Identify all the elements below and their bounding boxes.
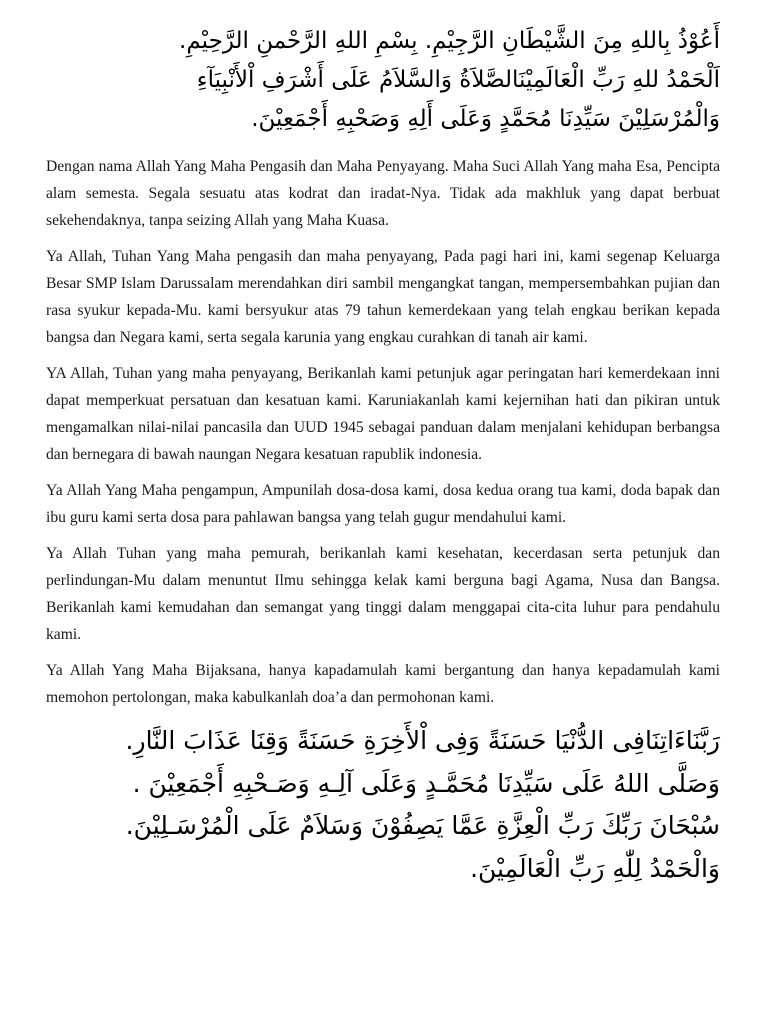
prayer-paragraph: Dengan nama Allah Yang Maha Pengasih dan Maha Penyayang. Maha Suci Allah Yang maha Esa, Pencipta alam semesta. Segala sesuatu atas kodrat dan iradat-Nya. Tidak ada makhluk yang dapat berbuat sekehendaknya, tanpa seizing Allah yang Maha Kuasa. — [46, 158, 720, 229]
closing-arabic-line: وَالْحَمْدُ لِلّٰهِ رَبِّ الْعَالَمِيْنَ. — [470, 853, 720, 883]
prayer-paragraph: Ya Allah Yang Maha Bijaksana, hanya kapadamulah kami bergantung dan hanya kepadamulah kami memohon pertolongan, maka kabulkanlah doa’a dan permohonan kami. — [46, 662, 720, 706]
closing-arabic-line: وَصَلَّى اللهُ عَلَى سَيِّدِنَا مُحَمَّـدٍ وَعَلَى آلِـهِ وَصَـحْبِهِ أَجْمَعِيْنَ . — [132, 768, 720, 798]
opening-arabic-line: وَالْمُرْسَلِيْنَ سَيِّدِنَا مُحَمَّدٍ وَعَلَى أَلِهِ وَصَحْبِهِ أَجْمَعِيْنَ. — [251, 106, 720, 132]
prayer-paragraph: YA Allah, Tuhan yang maha penyayang, Berikanlah kami petunjuk agar peringatan hari kemerdekaan inni dapat memperkuat persatuan dan kesatuan kami. Karuniakanlah kami kejernihan hati dan pikiran untuk mengamalkan nilai-nilai pancasila dan UUD 1945 sebagai panduan dalam menjalani kehidupan berbangsa dan bernegara di bawah naungan Negara kesatuan rapublik indonesia. — [46, 365, 720, 463]
closing-arabic-prayer — [46, 720, 720, 890]
opening-arabic-line: اَلْحَمْدُ للهِ رَبِّ الْعَالَمِيْنَالصَّلاَةُ وَالسَّلاَمُ عَلَى أَشْرَفِ اْلأَنْبِيَآءِ — [196, 67, 720, 93]
prayer-paragraph: Ya Allah Yang Maha pengampun, Ampunilah dosa-dosa kami, dosa kedua orang tua kami, doda bapak dan ibu guru kami serta dosa para pahlawan bangsa yang telah gugur mendahului kami. — [46, 482, 720, 526]
opening-arabic-prayer — [46, 22, 720, 139]
opening-arabic-line: أَعُوْذُ بِاللهِ مِنَ الشَّيْطَانِ الرَّجِيْمِ. بِسْمِ اللهِ الرَّحْمنِ الرَّحِيْمِ. — [179, 28, 720, 54]
prayer-paragraph: Ya Allah, Tuhan Yang Maha pengasih dan maha penyayang, Pada pagi hari ini, kami segenap Keluarga Besar SMP Islam Darussalam merendahkan diri sambil mengangkat tangan, mempersembahkan pujian dan rasa syukur kepada-Mu. kami bersyukur atas 79 tahun kemerdekaan yang telah engkau berikan kepada bangsa dan Negara kami, serta segala karunia yang engkau curahkan di tanah air kami. — [46, 248, 720, 346]
prayer-paragraph: Ya Allah Tuhan yang maha pemurah, berikanlah kami kesehatan, kecerdasan serta petunjuk dan perlindungan-Mu dalam menuntut Ilmu sehingga kelak kami berguna bagi Agama, Nusa dan Bangsa. Berikanlah kami kemudahan dan semangat yang tinggi dalam menggapai cita-cita luhur para pendahulu kami. — [46, 545, 720, 643]
closing-arabic-line: سُبْحَانَ رَبِّكَ رَبِّ الْعِزَّةِ عَمَّا يَصِفُوْنَ وَسَلاَمٌ عَلَى الْمُرْسَـلِيْنَ. — [125, 811, 720, 840]
closing-arabic-line: رَبَّنَاءَاتِنَافِى الدُّنْيَا حَسَنَةً وَفِى اْلأَخِرَةِ حَسَنَةً وَقِنَا عَذَابَ النَّارِ. — [125, 726, 720, 755]
